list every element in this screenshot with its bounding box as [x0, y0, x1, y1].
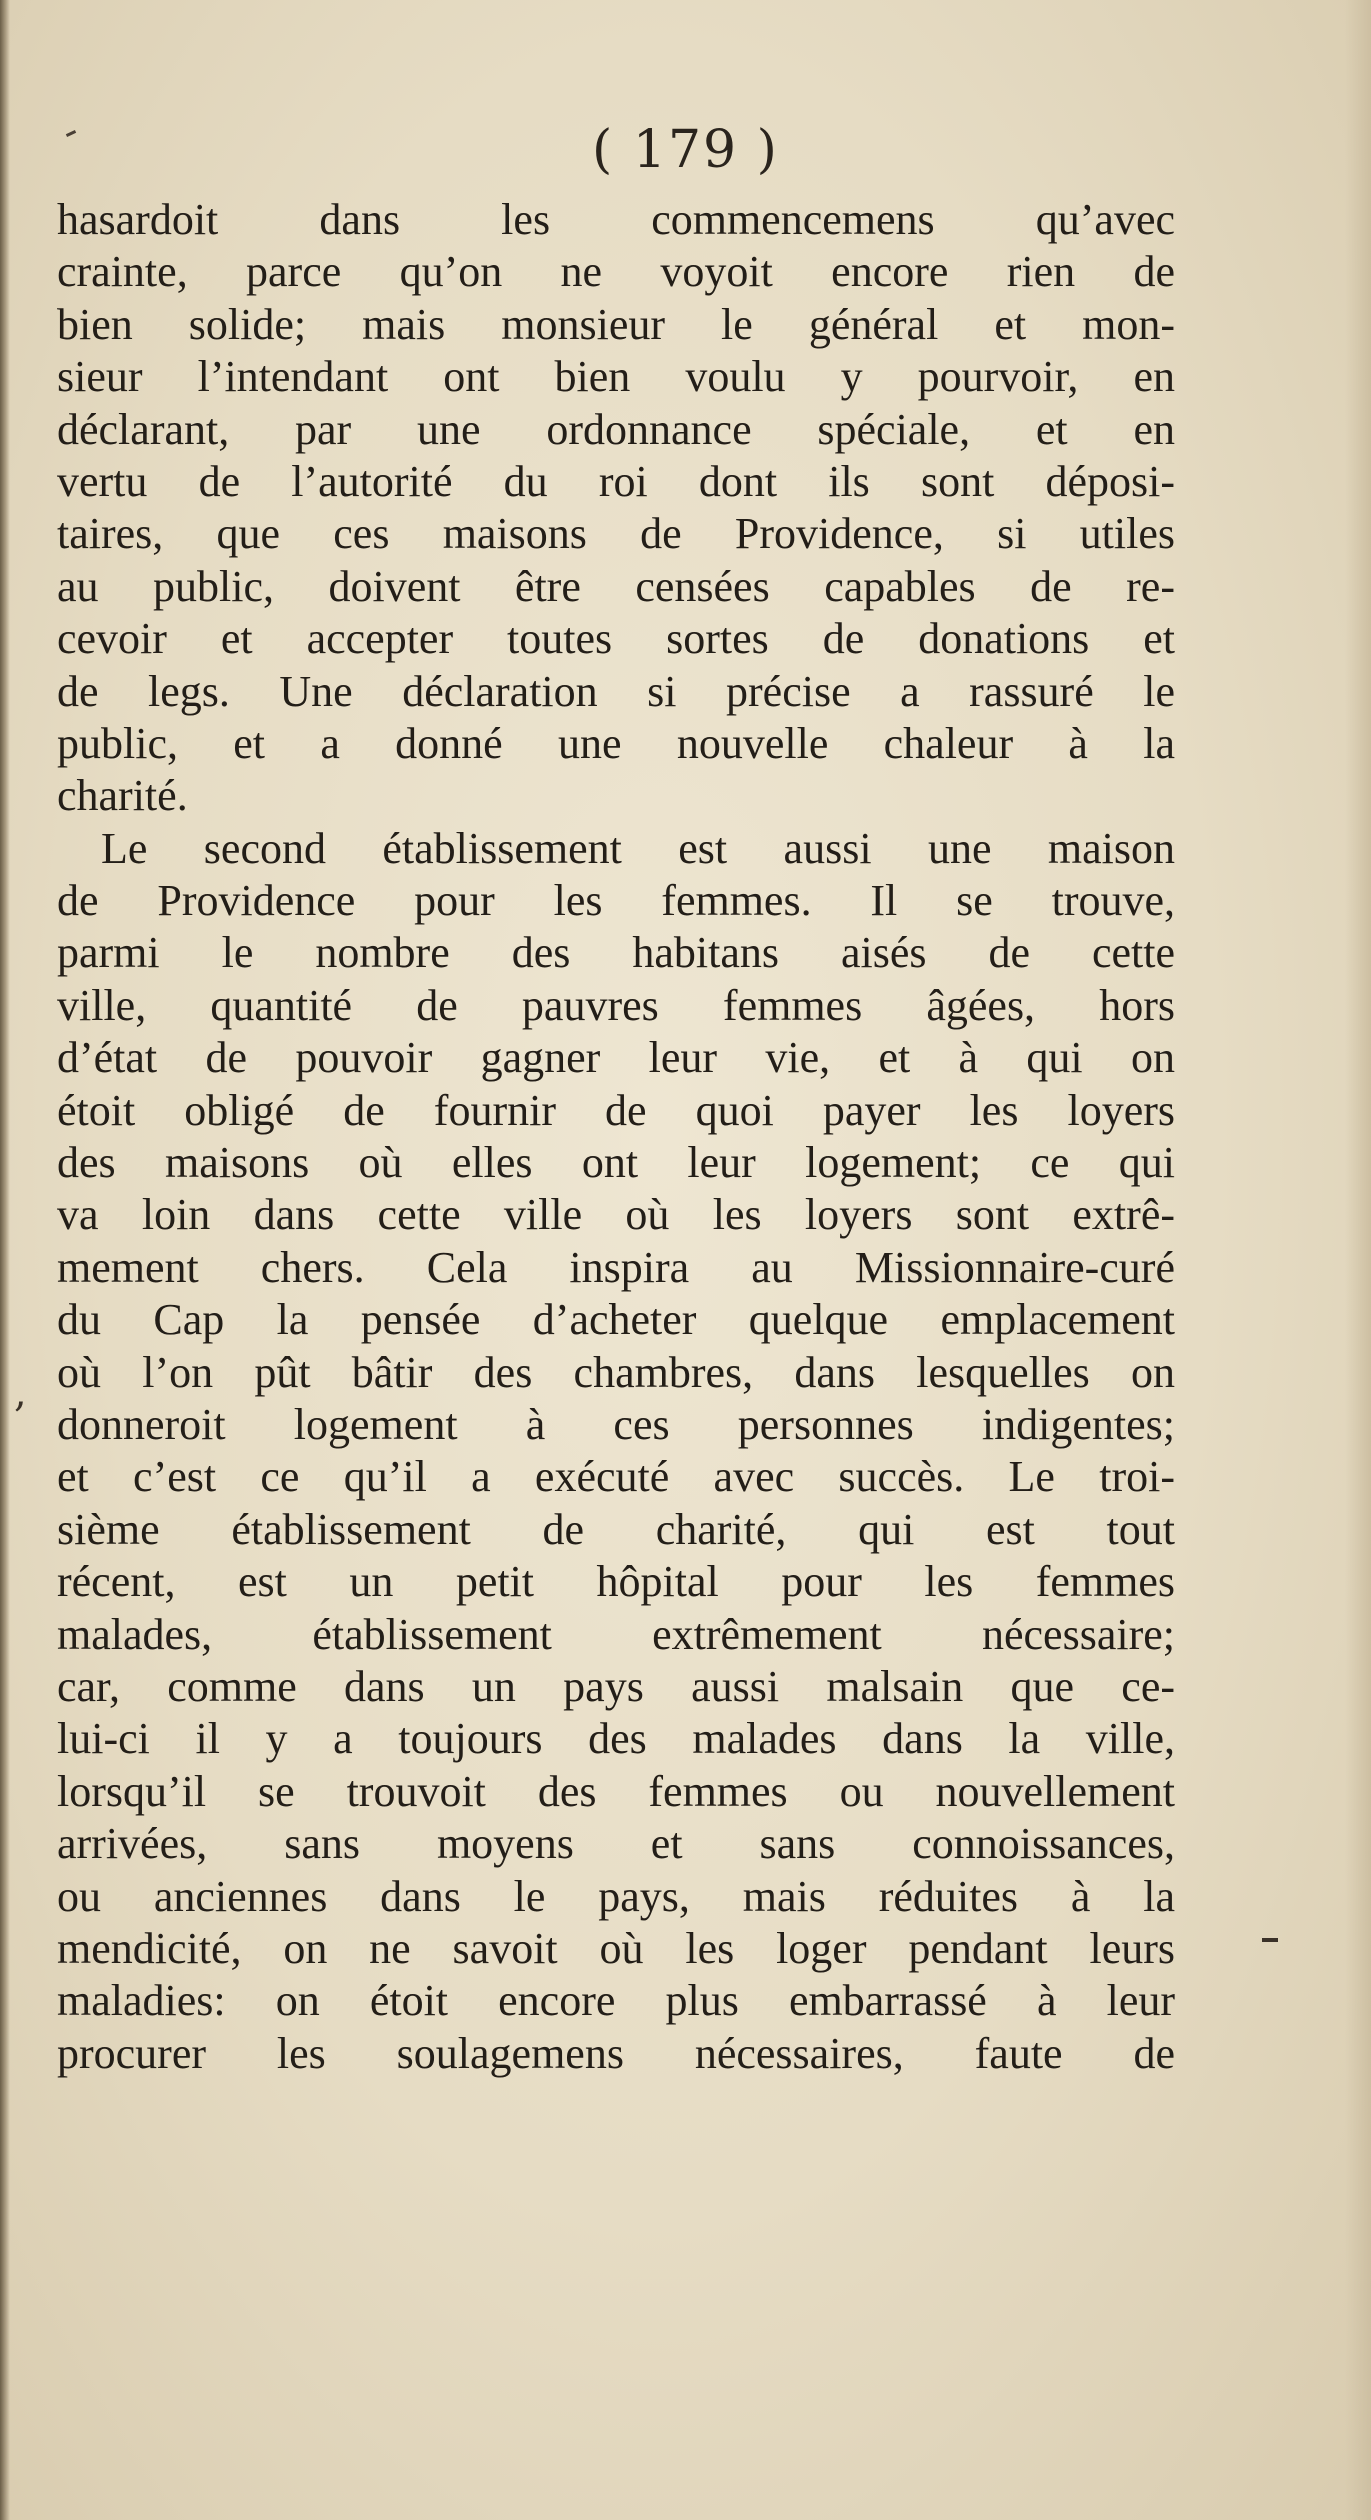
text-line: où l’on pût bâtir des chambres, dans lesquelles on [57, 1347, 1175, 1397]
text-line: va loin dans cette ville où les loyers sont extrê- [57, 1190, 1175, 1240]
text-line: d’état de pouvoir gagner leur vie, et à qui on [57, 1033, 1175, 1083]
text-line: étoit obligé de fournir de quoi payer les loyers [57, 1085, 1175, 1135]
text-line: bien solide; mais monsieur le général et mon- [57, 299, 1175, 349]
text-line: et c’est ce qu’il a exécuté avec succès. Le troi- [57, 1452, 1175, 1502]
text-line: sieur l’intendant ont bien voulu y pourvoir, en [57, 352, 1175, 402]
text-line: récent, est un petit hôpital pour les femmes [57, 1557, 1175, 1607]
text-line: lui-ci il y a toujours des malades dans la ville, [57, 1714, 1175, 1764]
text-line: ville, quantité de pauvres femmes âgées, hors [57, 980, 1175, 1030]
margin-mark: , [14, 1370, 27, 1416]
text-line: public, et a donné une nouvelle chaleur à la [57, 718, 1175, 768]
text-line: ou anciennes dans le pays, mais réduites à la [57, 1871, 1175, 1921]
text-line: sième établissement de charité, qui est tout [57, 1504, 1175, 1554]
text-line: hasardoit dans les commencemens qu’avec [57, 195, 1175, 244]
text-line: arrivées, sans moyens et sans connoissances, [57, 1819, 1175, 1869]
text-line: déclarant, par une ordonnance spéciale, et en [57, 404, 1175, 454]
page-edge [1345, 0, 1371, 2520]
page-number: ( 179 ) [592, 120, 779, 180]
text-line: cevoir et accepter toutes sortes de donations et [57, 614, 1175, 664]
text-line: crainte, parce qu’on ne voyoit encore rien de [57, 247, 1175, 297]
paragraph-start-line: Le second établissement est aussi une maison [101, 823, 1175, 873]
margin-dash [1262, 1938, 1278, 1942]
text-line: parmi le nombre des habitans aisés de cette [57, 928, 1175, 978]
text-line: des maisons où elles ont leur logement; ce qui [57, 1138, 1175, 1188]
text-line: taires, que ces maisons de Providence, si utiles [57, 509, 1175, 559]
text-line: procurer les soulagemens nécessaires, faute de [57, 2028, 1175, 2078]
text-line: lorsqu’il se trouvoit des femmes ou nouvellement [57, 1766, 1175, 1816]
text-line: au public, doivent être censées capables de re- [57, 561, 1175, 611]
text-line: du Cap la pensée d’acheter quelque emplacement [57, 1295, 1175, 1345]
text-line: mement chers. Cela inspira au Missionnaire-curé [57, 1242, 1175, 1292]
text-line: vertu de l’autorité du roi dont ils sont déposi- [57, 456, 1175, 506]
paragraph-end-line: charité. [57, 771, 188, 821]
text-line: malades, établissement extrêmement nécessaire; [57, 1609, 1175, 1659]
page-gutter-shadow [0, 0, 10, 2520]
text-line: mendicité, on ne savoit où les loger pendant leurs [57, 1923, 1175, 1973]
text-line: de legs. Une déclaration si précise a rassuré le [57, 666, 1175, 716]
text-line: donneroit logement à ces personnes indigentes; [57, 1399, 1175, 1449]
body-text [57, 194, 1175, 2080]
text-line: car, comme dans un pays aussi malsain que ce- [57, 1661, 1175, 1711]
text-line: de Providence pour les femmes. Il se trouve, [57, 876, 1175, 926]
text-line: maladies: on étoit encore plus embarrassé à leur [57, 1976, 1175, 2026]
